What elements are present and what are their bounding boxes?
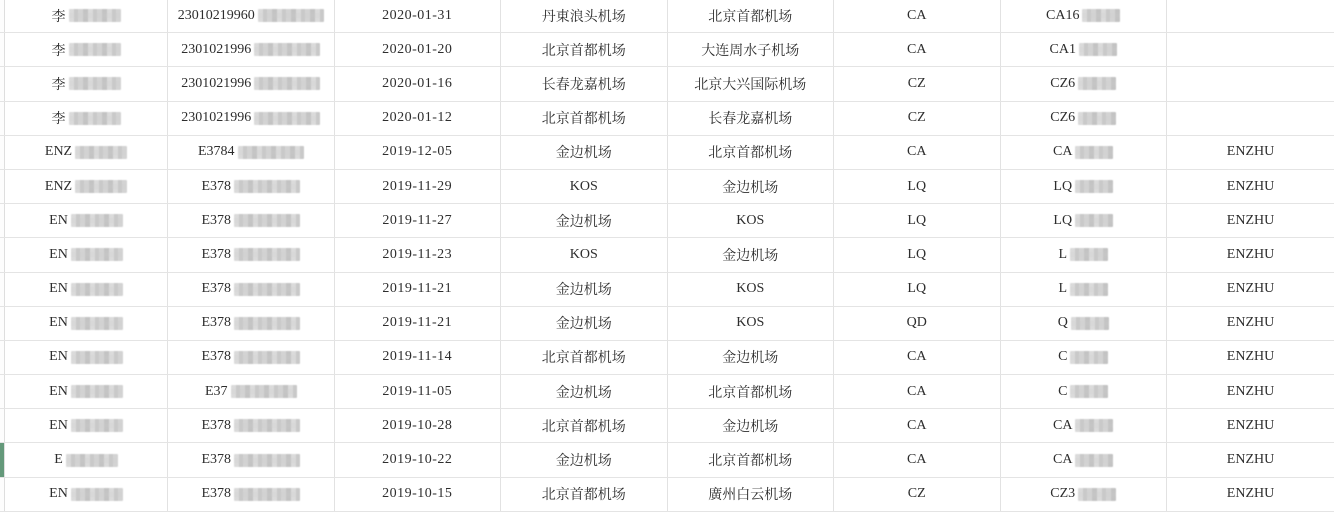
redaction-mosaic xyxy=(71,214,123,227)
cell-passenger-name-en[interactable]: ENZHU xyxy=(1226,144,1275,160)
redaction-mosaic xyxy=(71,385,123,398)
redaction-mosaic xyxy=(234,351,300,364)
cell-passenger-name[interactable]: EN xyxy=(5,307,168,340)
cell-departure-airport[interactable]: KOS xyxy=(501,170,668,203)
cell-airline-code[interactable]: CA xyxy=(834,375,1001,408)
cell-arrival-airport[interactable]: 北京大兴国际机场 xyxy=(668,67,835,100)
cell-document-number[interactable]: E378 xyxy=(168,170,335,203)
cell-passenger-name[interactable]: EN xyxy=(5,375,168,408)
cell-document-number[interactable]: E378 xyxy=(168,238,335,271)
row-header-edge[interactable] xyxy=(0,375,5,408)
row-header-edge[interactable] xyxy=(0,102,5,135)
cell-arrival-airport[interactable]: 金边机场 xyxy=(668,170,835,203)
cell-departure-airport[interactable]: 金边机场 xyxy=(501,136,668,169)
cell-flight-date[interactable]: 2020-01-16 xyxy=(335,67,502,100)
redaction-mosaic xyxy=(234,248,300,261)
cell-flight-date[interactable]: 2019-11-21 xyxy=(335,273,502,306)
cell-passenger-name-en[interactable] xyxy=(1167,102,1334,135)
cell-flight-number[interactable]: CZ6 xyxy=(1001,102,1168,135)
cell-flight-date[interactable]: 2019-11-05 xyxy=(335,375,502,408)
redaction-mosaic xyxy=(234,283,300,296)
table-row[interactable] xyxy=(0,67,1334,101)
cell-flight-number[interactable]: C xyxy=(1001,341,1168,374)
redaction-mosaic xyxy=(1070,283,1108,296)
cell-flight-number[interactable]: CZ3 xyxy=(1001,478,1168,511)
redaction-mosaic xyxy=(71,488,123,501)
cell-flight-number[interactable]: CA16 xyxy=(1001,0,1168,32)
cell-arrival-airport[interactable]: 廣州白云机场 xyxy=(668,478,835,511)
cell-flight-number[interactable]: LQ xyxy=(1001,204,1168,237)
redaction-mosaic xyxy=(71,283,123,296)
cell-document-number[interactable]: 2301021996 xyxy=(168,67,335,100)
redaction-mosaic xyxy=(1078,77,1116,90)
cell-passenger-name-en[interactable]: ENZHU xyxy=(1226,486,1275,502)
table-row[interactable] xyxy=(0,375,1334,409)
table-row[interactable] xyxy=(0,33,1334,67)
redaction-mosaic xyxy=(66,454,118,467)
cell-airline-code[interactable]: CA xyxy=(834,409,1001,442)
cell-airline-code[interactable]: QD xyxy=(834,307,1001,340)
cell-departure-airport[interactable]: 北京首都机场 xyxy=(501,341,668,374)
row-header-edge[interactable] xyxy=(0,67,5,100)
cell-departure-airport[interactable]: 长春龙嘉机场 xyxy=(501,67,668,100)
cell-departure-airport[interactable]: 金边机场 xyxy=(501,204,668,237)
cell-departure-airport[interactable]: 丹東浪头机场 xyxy=(501,0,668,32)
redaction-mosaic xyxy=(75,146,127,159)
row-header-edge[interactable] xyxy=(0,33,5,66)
cell-departure-airport[interactable]: 北京首都机场 xyxy=(501,478,668,511)
cell-passenger-name[interactable]: 李 xyxy=(5,102,168,135)
cell-passenger-name[interactable]: ENZ xyxy=(5,136,168,169)
cell-airline-code[interactable]: CA xyxy=(834,136,1001,169)
table-row[interactable] xyxy=(0,102,1334,136)
cell-flight-date[interactable]: 2019-11-23 xyxy=(335,238,502,271)
cell-flight-number[interactable]: Q xyxy=(1001,307,1168,340)
cell-flight-date[interactable]: 2019-10-15 xyxy=(335,478,502,511)
cell-flight-number[interactable]: LQ xyxy=(1001,170,1168,203)
cell-document-number[interactable]: E378 xyxy=(168,204,335,237)
cell-passenger-name-en[interactable]: ENZHU xyxy=(1226,417,1275,433)
cell-flight-number[interactable]: C xyxy=(1001,375,1168,408)
cell-passenger-name[interactable]: 李 xyxy=(5,67,168,100)
cell-arrival-airport[interactable]: 北京首都机场 xyxy=(668,443,835,476)
redaction-mosaic xyxy=(234,488,300,501)
cell-airline-code[interactable]: LQ xyxy=(834,273,1001,306)
row-header-edge[interactable] xyxy=(0,307,5,340)
cell-flight-date[interactable]: 2019-11-27 xyxy=(335,204,502,237)
row-header-edge[interactable] xyxy=(0,0,5,32)
cell-flight-number[interactable]: CA xyxy=(1001,136,1168,169)
cell-arrival-airport[interactable]: KOS xyxy=(668,307,835,340)
cell-document-number[interactable]: E378 xyxy=(168,409,335,442)
cell-document-number[interactable]: 23010219960 xyxy=(168,0,335,32)
cell-flight-number[interactable]: L xyxy=(1001,273,1168,306)
cell-arrival-airport[interactable]: 北京首都机场 xyxy=(668,0,835,32)
table-row[interactable] xyxy=(0,273,1334,307)
cell-airline-code[interactable]: LQ xyxy=(834,238,1001,271)
cell-passenger-name[interactable]: 李 xyxy=(5,33,168,66)
table-row[interactable] xyxy=(0,478,1334,512)
redaction-mosaic xyxy=(234,180,300,193)
cell-passenger-name[interactable]: ENZ xyxy=(5,170,168,203)
cell-passenger-name[interactable]: EN xyxy=(5,238,168,271)
cell-passenger-name[interactable]: EN xyxy=(5,409,168,442)
cell-airline-code[interactable]: CA xyxy=(834,33,1001,66)
redaction-mosaic xyxy=(1075,454,1113,467)
redaction-mosaic xyxy=(254,43,320,56)
row-header-edge[interactable] xyxy=(0,170,5,203)
cell-departure-airport[interactable]: 金边机场 xyxy=(501,307,668,340)
table-row[interactable] xyxy=(0,307,1334,341)
cell-airline-code[interactable]: CZ xyxy=(834,67,1001,100)
cell-passenger-name[interactable]: 李 xyxy=(5,0,168,32)
cell-flight-number[interactable]: CZ6 xyxy=(1001,67,1168,100)
redaction-mosaic xyxy=(1070,351,1108,364)
table-row[interactable] xyxy=(0,341,1334,375)
table-row[interactable] xyxy=(0,409,1334,443)
cell-passenger-name-en[interactable]: ENZHU xyxy=(1226,178,1275,194)
cell-airline-code[interactable]: CZ xyxy=(834,478,1001,511)
redaction-mosaic xyxy=(71,248,123,261)
cell-departure-airport[interactable]: KOS xyxy=(501,238,668,271)
cell-passenger-name-en[interactable] xyxy=(1167,33,1334,66)
cell-airline-code[interactable]: LQ xyxy=(834,170,1001,203)
cell-passenger-name-en[interactable]: ENZHU xyxy=(1226,452,1275,468)
cell-flight-date[interactable]: 2019-10-28 xyxy=(335,409,502,442)
redaction-mosaic xyxy=(254,77,320,90)
redaction-mosaic xyxy=(238,146,304,159)
cell-passenger-name[interactable]: EN xyxy=(5,273,168,306)
redaction-mosaic xyxy=(231,385,297,398)
redaction-mosaic xyxy=(1075,214,1113,227)
redaction-mosaic xyxy=(71,419,123,432)
cell-passenger-name-en[interactable]: ENZHU xyxy=(1226,349,1275,365)
redaction-mosaic xyxy=(234,454,300,467)
cell-arrival-airport[interactable]: 北京首都机场 xyxy=(668,136,835,169)
cell-arrival-airport[interactable]: 大连周水子机场 xyxy=(668,33,835,66)
table-row[interactable] xyxy=(0,238,1334,272)
cell-passenger-name[interactable]: EN xyxy=(5,204,168,237)
cell-arrival-airport[interactable]: KOS xyxy=(668,273,835,306)
redaction-mosaic xyxy=(69,43,121,56)
cell-airline-code[interactable]: LQ xyxy=(834,204,1001,237)
cell-flight-date[interactable]: 2019-11-29 xyxy=(335,170,502,203)
table-row[interactable] xyxy=(0,0,1334,33)
cell-departure-airport[interactable]: 北京首都机场 xyxy=(501,409,668,442)
table-row[interactable] xyxy=(0,170,1334,204)
cell-arrival-airport[interactable]: 长春龙嘉机场 xyxy=(668,102,835,135)
row-header-edge[interactable] xyxy=(0,238,5,271)
table-row[interactable] xyxy=(0,204,1334,238)
redaction-mosaic xyxy=(1070,385,1108,398)
cell-arrival-airport[interactable]: 金边机场 xyxy=(668,409,835,442)
cell-flight-date[interactable]: 2020-01-31 xyxy=(335,0,502,32)
cell-document-number[interactable]: E378 xyxy=(168,478,335,511)
cell-airline-code[interactable]: CA xyxy=(834,0,1001,32)
cell-flight-date[interactable]: 2019-11-21 xyxy=(335,307,502,340)
cell-departure-airport[interactable]: 金边机场 xyxy=(501,375,668,408)
cell-departure-airport[interactable]: 北京首都机场 xyxy=(501,33,668,66)
cell-document-number[interactable]: 2301021996 xyxy=(168,33,335,66)
cell-flight-number[interactable]: L xyxy=(1001,238,1168,271)
redaction-mosaic xyxy=(1079,43,1117,56)
redaction-mosaic xyxy=(1071,317,1109,330)
redaction-mosaic xyxy=(69,9,121,22)
cell-arrival-airport[interactable]: 北京首都机场 xyxy=(668,375,835,408)
cell-passenger-name[interactable]: EN xyxy=(5,478,168,511)
cell-flight-date[interactable]: 2019-11-14 xyxy=(335,341,502,374)
redaction-mosaic xyxy=(71,351,123,364)
redaction-mosaic xyxy=(69,112,121,125)
cell-flight-date[interactable]: 2020-01-12 xyxy=(335,102,502,135)
table-row[interactable] xyxy=(0,136,1334,170)
cell-passenger-name-en[interactable] xyxy=(1167,67,1334,100)
redaction-mosaic xyxy=(71,317,123,330)
cell-airline-code[interactable]: CA xyxy=(834,443,1001,476)
redaction-mosaic xyxy=(1075,146,1113,159)
cell-flight-date[interactable]: 2020-01-20 xyxy=(335,33,502,66)
cell-flight-number[interactable]: CA xyxy=(1001,409,1168,442)
row-header-edge[interactable] xyxy=(0,204,5,237)
redaction-mosaic xyxy=(1075,180,1113,193)
cell-airline-code[interactable]: CA xyxy=(834,341,1001,374)
row-header-edge[interactable] xyxy=(0,409,5,442)
row-header-edge[interactable] xyxy=(0,273,5,306)
row-header-edge[interactable] xyxy=(0,478,5,511)
selected-row-indicator xyxy=(0,443,4,476)
cell-passenger-name-en[interactable]: ENZHU xyxy=(1226,246,1275,262)
redaction-mosaic xyxy=(1078,112,1116,125)
redaction-mosaic xyxy=(1078,488,1116,501)
redaction-mosaic xyxy=(234,419,300,432)
cell-passenger-name-en[interactable]: ENZHU xyxy=(1226,212,1275,228)
row-header-edge[interactable] xyxy=(0,341,5,374)
row-header-edge[interactable] xyxy=(0,443,5,476)
cell-flight-number[interactable]: CA xyxy=(1001,443,1168,476)
redaction-mosaic xyxy=(1070,248,1108,261)
cell-flight-date[interactable]: 2019-12-05 xyxy=(335,136,502,169)
cell-document-number[interactable]: E378 xyxy=(168,341,335,374)
cell-airline-code[interactable]: CZ xyxy=(834,102,1001,135)
cell-departure-airport[interactable]: 金边机场 xyxy=(501,273,668,306)
cell-document-number[interactable]: E378 xyxy=(168,307,335,340)
cell-document-number[interactable]: 2301021996 xyxy=(168,102,335,135)
cell-arrival-airport[interactable]: KOS xyxy=(668,204,835,237)
redaction-mosaic xyxy=(1075,419,1113,432)
cell-passenger-name-en[interactable]: ENZHU xyxy=(1226,383,1275,399)
redaction-mosaic xyxy=(234,214,300,227)
cell-passenger-name-en[interactable]: ENZHU xyxy=(1226,315,1275,331)
cell-flight-number[interactable]: CA1 xyxy=(1001,33,1168,66)
cell-passenger-name[interactable]: E xyxy=(5,443,168,476)
cell-departure-airport[interactable]: 北京首都机场 xyxy=(501,102,668,135)
table-row[interactable] xyxy=(0,443,1334,477)
cell-document-number[interactable]: E37 xyxy=(168,375,335,408)
redaction-mosaic xyxy=(254,112,320,125)
cell-document-number[interactable]: E378 xyxy=(168,443,335,476)
cell-passenger-name-en[interactable] xyxy=(1167,0,1334,32)
cell-passenger-name-en[interactable]: ENZHU xyxy=(1226,281,1275,297)
redaction-mosaic xyxy=(75,180,127,193)
redaction-mosaic xyxy=(234,317,300,330)
row-header-edge[interactable] xyxy=(0,136,5,169)
cell-arrival-airport[interactable]: 金边机场 xyxy=(668,238,835,271)
redaction-mosaic xyxy=(69,77,121,90)
cell-document-number[interactable]: E378 xyxy=(168,273,335,306)
redaction-mosaic xyxy=(258,9,324,22)
cell-flight-date[interactable]: 2019-10-22 xyxy=(335,443,502,476)
redaction-mosaic xyxy=(1082,9,1120,22)
cell-arrival-airport[interactable]: 金边机场 xyxy=(668,341,835,374)
cell-document-number[interactable]: E3784 xyxy=(168,136,335,169)
cell-passenger-name[interactable]: EN xyxy=(5,341,168,374)
cell-departure-airport[interactable]: 金边机场 xyxy=(501,443,668,476)
